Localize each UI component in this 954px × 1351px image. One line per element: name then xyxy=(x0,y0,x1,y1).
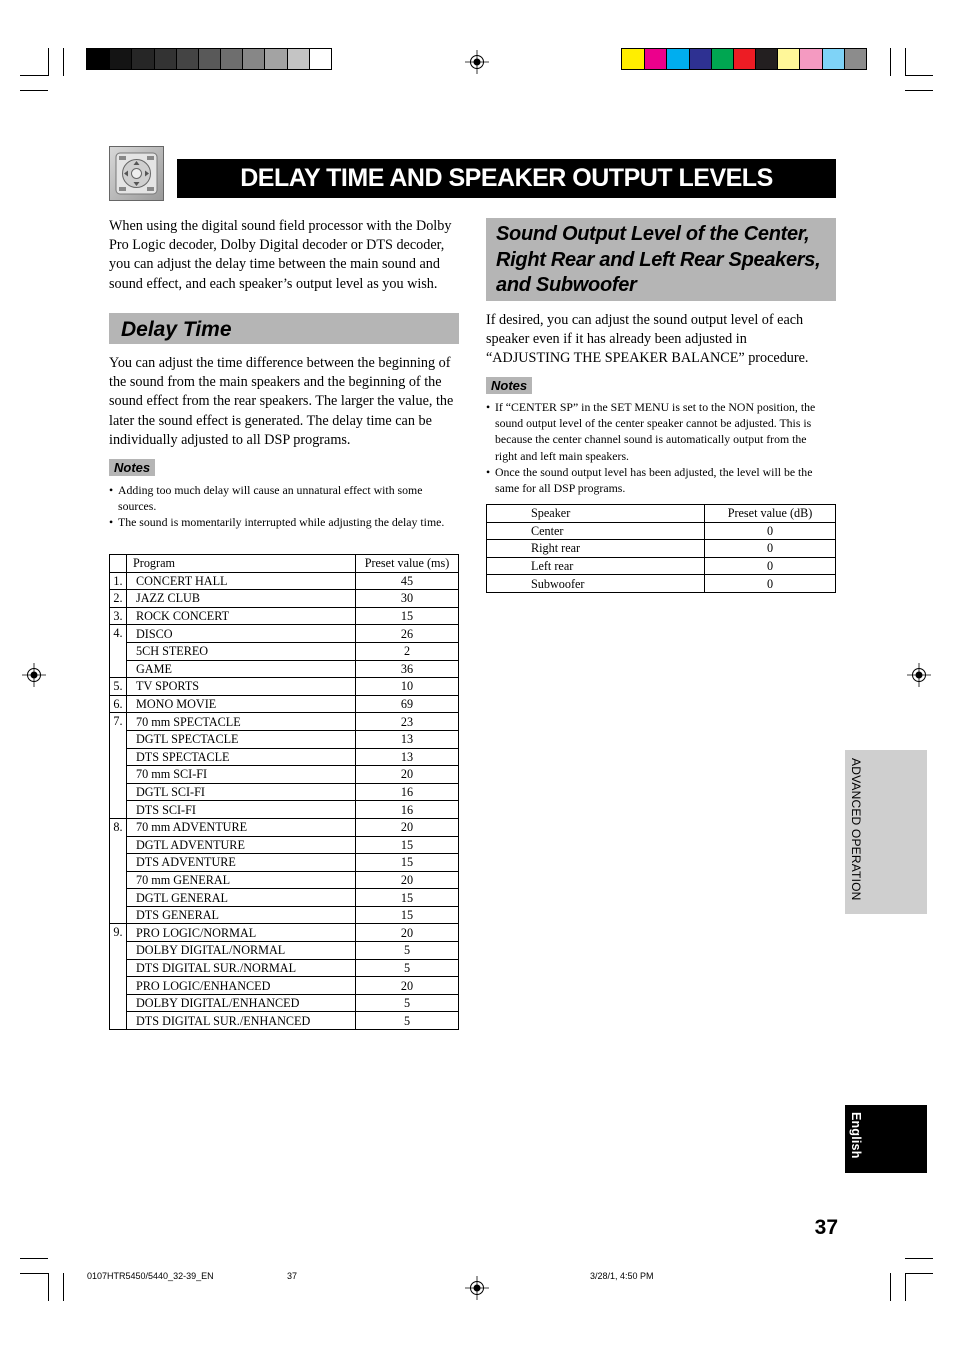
program-name-cell: CONCERT HALL xyxy=(127,572,356,590)
table-row xyxy=(110,713,459,731)
program-name-cell: PRO LOGIC/ENHANCED xyxy=(127,977,356,995)
remote-control-icon xyxy=(109,146,164,201)
color-swatch xyxy=(220,49,242,69)
color-swatch xyxy=(622,49,644,69)
table-row xyxy=(110,730,459,748)
speaker-name-cell: Subwoofer xyxy=(487,575,705,593)
preset-value-cell: 23 xyxy=(356,713,459,731)
footer-page-number: 37 xyxy=(287,1271,298,1281)
table-row xyxy=(487,540,836,558)
table-row xyxy=(110,642,459,660)
crop-mark xyxy=(48,1273,49,1301)
table-row xyxy=(110,678,459,696)
program-name-cell: DOLBY DIGITAL/ENHANCED xyxy=(127,994,356,1012)
color-swatch xyxy=(666,49,688,69)
preset-value-cell: 5 xyxy=(356,942,459,960)
program-name-cell: DTS DIGITAL SUR./ENHANCED xyxy=(127,1012,356,1030)
note-item: • If “CENTER SP” in the SET MENU is set to the NON position, the sound output level of the center speaker cannot be adjusted. This is because the center channel sound is automatically output from the right and left main speakers. xyxy=(486,399,831,464)
crop-mark xyxy=(63,48,64,76)
preset-value-cell: 5 xyxy=(356,1012,459,1030)
color-swatch xyxy=(711,49,733,69)
table-row xyxy=(110,590,459,608)
table-row xyxy=(110,871,459,889)
preset-value-cell: 20 xyxy=(356,977,459,995)
program-name-cell: DTS DIGITAL SUR./NORMAL xyxy=(127,959,356,977)
delay-time-paragraph: You can adjust the time difference between the beginning of the sound from the main speakers and the beginning of the sound effect from the rear speakers. The larger the value, the later the sound effect is generated. The delay time can be individually adjusted to all DSP programs. xyxy=(109,355,454,448)
program-name-cell: TV SPORTS xyxy=(127,678,356,696)
preset-value-cell: 20 xyxy=(356,766,459,784)
header-cell: Preset value (ms) xyxy=(356,555,459,573)
table-row xyxy=(110,818,459,836)
preset-value-cell: 16 xyxy=(356,783,459,801)
program-name-cell: 70 mm ADVENTURE xyxy=(127,818,356,836)
preset-value-cell: 2 xyxy=(356,642,459,660)
preset-value-cell: 45 xyxy=(356,572,459,590)
preset-value-cell: 13 xyxy=(356,730,459,748)
preset-value-cell: 5 xyxy=(356,959,459,977)
table-row xyxy=(110,607,459,625)
grayscale-bar xyxy=(86,48,332,70)
program-name-cell: DISCO xyxy=(127,625,356,643)
registration-target-icon xyxy=(907,663,931,687)
table-header-row xyxy=(487,505,836,523)
note-item: • The sound is momentarily interrupted while adjusting the delay time. xyxy=(109,514,457,530)
language-tab-label: English xyxy=(849,1112,863,1159)
table-row xyxy=(110,625,459,643)
program-name-cell: JAZZ CLUB xyxy=(127,590,356,608)
program-name-cell: DTS SPECTACLE xyxy=(127,748,356,766)
crop-mark xyxy=(905,90,933,91)
language-side-tab xyxy=(845,1105,927,1173)
preset-value-cell: 26 xyxy=(356,625,459,643)
delay-preset-table xyxy=(109,554,459,1030)
preset-value-cell: 0 xyxy=(705,540,836,558)
table-row xyxy=(110,959,459,977)
preset-value-cell: 30 xyxy=(356,590,459,608)
page-title: DELAY TIME AND SPEAKER OUTPUT LEVELS xyxy=(177,159,836,198)
program-number-cell: 3. xyxy=(110,607,127,625)
section-heading-delay-time: Delay Time xyxy=(109,313,459,344)
preset-value-cell: 16 xyxy=(356,801,459,819)
footer-file-name: 0107HTR5450/5440_32-39_EN xyxy=(87,1271,214,1281)
table-row xyxy=(487,575,836,593)
preset-value-cell: 15 xyxy=(356,607,459,625)
program-number-cell: 1. xyxy=(110,572,127,590)
sound-notes-list xyxy=(486,399,831,496)
preset-value-cell: 15 xyxy=(356,906,459,924)
table-row xyxy=(110,977,459,995)
program-name-cell: DTS SCI-FI xyxy=(127,801,356,819)
program-name-cell: DGTL SPECTACLE xyxy=(127,730,356,748)
crop-mark xyxy=(905,75,933,76)
speaker-name-cell: Center xyxy=(487,522,705,540)
registration-target-icon xyxy=(465,1276,489,1300)
preset-value-cell: 20 xyxy=(356,818,459,836)
color-swatch xyxy=(264,49,286,69)
table-row xyxy=(487,557,836,575)
crop-mark xyxy=(890,1273,891,1301)
color-swatch xyxy=(689,49,711,69)
program-number-cell: 9. xyxy=(110,924,127,1030)
color-swatch xyxy=(309,49,331,69)
program-number-cell: 6. xyxy=(110,695,127,713)
program-name-cell: GAME xyxy=(127,660,356,678)
crop-mark xyxy=(20,1258,48,1259)
program-number-cell: 2. xyxy=(110,590,127,608)
notes-label: Notes xyxy=(109,459,155,476)
delay-notes-list xyxy=(109,482,457,531)
crop-mark xyxy=(48,48,49,76)
color-swatch xyxy=(822,49,844,69)
program-name-cell: 70 mm SCI-FI xyxy=(127,766,356,784)
table-row xyxy=(110,994,459,1012)
table-row xyxy=(110,1012,459,1030)
crop-mark xyxy=(905,1273,933,1274)
section-tab-label: ADVANCED OPERATION xyxy=(849,758,863,901)
preset-value-cell: 5 xyxy=(356,994,459,1012)
preset-value-cell: 0 xyxy=(705,522,836,540)
note-item: • Adding too much delay will cause an unnatural effect with some sources. xyxy=(109,482,457,514)
preset-value-cell: 69 xyxy=(356,695,459,713)
speaker-name-cell: Right rear xyxy=(487,540,705,558)
crop-mark xyxy=(20,75,48,76)
color-swatch xyxy=(777,49,799,69)
table-row xyxy=(110,854,459,872)
program-name-cell: ROCK CONCERT xyxy=(127,607,356,625)
preset-value-cell: 15 xyxy=(356,854,459,872)
color-swatch xyxy=(644,49,666,69)
preset-value-cell: 15 xyxy=(356,889,459,907)
table-row xyxy=(110,783,459,801)
preset-value-cell: 15 xyxy=(356,836,459,854)
note-item: • Once the sound output level has been adjusted, the level will be the same for all DSP programs. xyxy=(486,464,831,496)
program-number-cell: 5. xyxy=(110,678,127,696)
table-header-row xyxy=(110,555,459,573)
color-swatch xyxy=(131,49,153,69)
program-name-cell: PRO LOGIC/NORMAL xyxy=(127,924,356,942)
program-name-cell: 5CH STEREO xyxy=(127,642,356,660)
header-cell: Preset value (dB) xyxy=(705,505,836,523)
table-row xyxy=(110,836,459,854)
program-name-cell: DTS ADVENTURE xyxy=(127,854,356,872)
program-number-cell: 8. xyxy=(110,818,127,924)
section-side-tab xyxy=(845,750,927,914)
crop-mark xyxy=(63,1273,64,1301)
registration-target-icon xyxy=(465,50,489,74)
header-cell: Speaker xyxy=(487,505,705,523)
color-swatch xyxy=(799,49,821,69)
program-name-cell: DOLBY DIGITAL/NORMAL xyxy=(127,942,356,960)
intro-paragraph: When using the digital sound field processor with the Dolby Pro Logic decoder, Dolby Digital decoder or DTS decoder, you can adjust the delay time between the main sound and sound effect, and each speaker’s output level as you wish. xyxy=(109,218,452,292)
preset-value-cell: 20 xyxy=(356,871,459,889)
speaker-preset-table xyxy=(486,504,836,593)
color-swatch xyxy=(287,49,309,69)
table-row xyxy=(110,889,459,907)
table-row xyxy=(110,801,459,819)
table-row xyxy=(110,572,459,590)
color-swatch xyxy=(844,49,866,69)
crop-mark xyxy=(905,1273,906,1301)
program-name-cell: DGTL GENERAL xyxy=(127,889,356,907)
color-swatch xyxy=(242,49,264,69)
notes-label: Notes xyxy=(486,377,532,394)
color-swatch xyxy=(154,49,176,69)
program-name-cell: DGTL SCI-FI xyxy=(127,783,356,801)
color-swatch xyxy=(87,49,109,69)
table-row xyxy=(110,695,459,713)
preset-value-cell: 10 xyxy=(356,678,459,696)
crop-mark xyxy=(905,48,906,76)
color-swatch xyxy=(109,49,131,69)
page-number: 37 xyxy=(814,1216,838,1239)
footer-date: 3/28/1, 4:50 PM xyxy=(590,1271,654,1281)
crop-mark xyxy=(20,90,48,91)
table-row xyxy=(110,660,459,678)
color-swatch xyxy=(733,49,755,69)
table-row xyxy=(110,924,459,942)
speaker-name-cell: Left rear xyxy=(487,557,705,575)
color-swatch xyxy=(198,49,220,69)
preset-value-cell: 13 xyxy=(356,748,459,766)
program-number-cell: 4. xyxy=(110,625,127,678)
program-name-cell: 70 mm GENERAL xyxy=(127,871,356,889)
preset-value-cell: 0 xyxy=(705,557,836,575)
table-row xyxy=(110,766,459,784)
sound-output-paragraph: If desired, you can adjust the sound output level of each speaker even if it has already been adjusted in “ADJUSTING THE SPEAKER BALANCE” procedure. xyxy=(486,312,809,367)
crop-mark xyxy=(890,48,891,76)
program-name-cell: 70 mm SPECTACLE xyxy=(127,713,356,731)
registration-target-icon xyxy=(22,663,46,687)
color-bar xyxy=(621,48,867,70)
crop-mark xyxy=(905,1258,933,1259)
preset-value-cell: 20 xyxy=(356,924,459,942)
header-cell: Program xyxy=(127,555,356,573)
color-swatch xyxy=(755,49,777,69)
preset-value-cell: 36 xyxy=(356,660,459,678)
table-row xyxy=(487,522,836,540)
crop-mark xyxy=(20,1273,48,1274)
table-row xyxy=(110,906,459,924)
program-name-cell: DGTL ADVENTURE xyxy=(127,836,356,854)
table-row xyxy=(110,942,459,960)
program-name-cell: DTS GENERAL xyxy=(127,906,356,924)
program-number-cell: 7. xyxy=(110,713,127,819)
section-heading-sound-output: Sound Output Level of the Center, Right Rear and Left Rear Speakers, and Subwoofer xyxy=(486,218,836,301)
preset-value-cell: 0 xyxy=(705,575,836,593)
table-row xyxy=(110,748,459,766)
color-swatch xyxy=(176,49,198,69)
header-cell xyxy=(110,555,127,573)
program-name-cell: MONO MOVIE xyxy=(127,695,356,713)
